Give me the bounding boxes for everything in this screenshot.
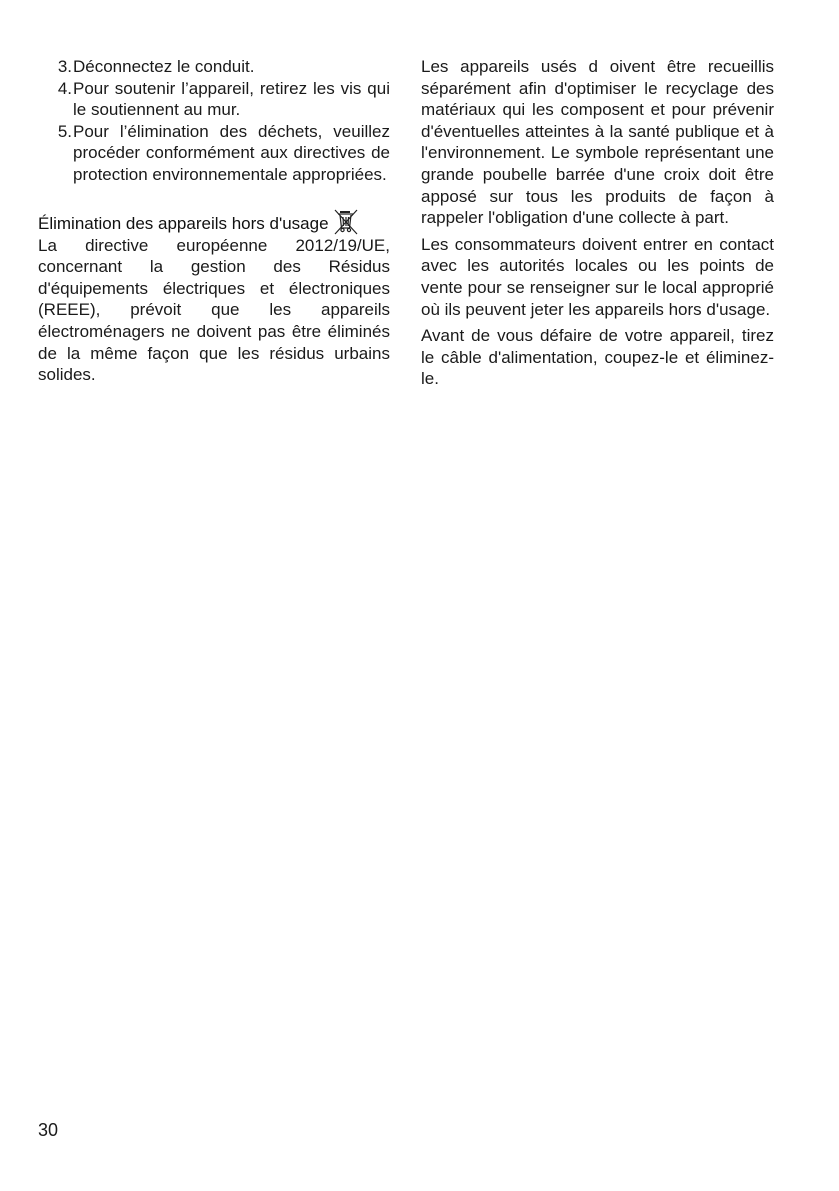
step-item [38,121,390,186]
step-text: Déconnectez le conduit. [73,57,255,76]
section-heading-text: Élimination des appareils hors d'usage [38,213,329,233]
step-number: 4. [57,78,72,98]
separate-collection-paragraph: Les appareils usés d oivent être recueillis séparément afin d'optimiser le recyclage des matériaux qui les composent et pour prévenir d'éventuelles atteintes à la santé publique et à l'environnement. Le symbole représentant une grande poubelle barrée d'une croix doit être apposé sur tous les produits de façon à rappeler l'obligation d'une collecte à part. [421,57,774,228]
step-text: Pour soutenir l’appareil, retirez les vis qui le soutiennent au mur. [73,78,390,120]
step-text: Pour l’élimination des déchets, veuillez procéder conformément aux directives de protection environnementale appropriées. [73,121,390,184]
step-number: 3. [57,57,72,76]
disposal-section-heading [38,205,390,235]
local-authorities-paragraph: Les consommateurs doivent entrer en contact avec les autorités locales ou les points de vente pour se renseigner sur le local approprié où ils peuvent jeter les appareils hors d'usage. [421,234,774,319]
disassembly-steps-list [38,56,390,186]
page-number: 30 [38,1120,59,1140]
weee-directive-paragraph: La directive européenne 2012/19/UE, concernant la gestion des Résidus d'équipements électriques et électroniques (REEE), prévoit que les appareils électroménagers ne doivent pas être éliminés de la même façon que les résidus urbains solides. [38,235,390,385]
step-item [38,78,390,121]
power-cable-paragraph: Avant de vous défaire de votre appareil, tirez le câble d'alimentation, coupez-le et éliminez-le. [421,326,774,389]
crossed-out-wheelie-bin-icon [331,207,361,237]
right-column [421,56,774,390]
step-item [38,56,390,78]
step-number: 5. [57,121,72,141]
left-column [38,56,390,386]
